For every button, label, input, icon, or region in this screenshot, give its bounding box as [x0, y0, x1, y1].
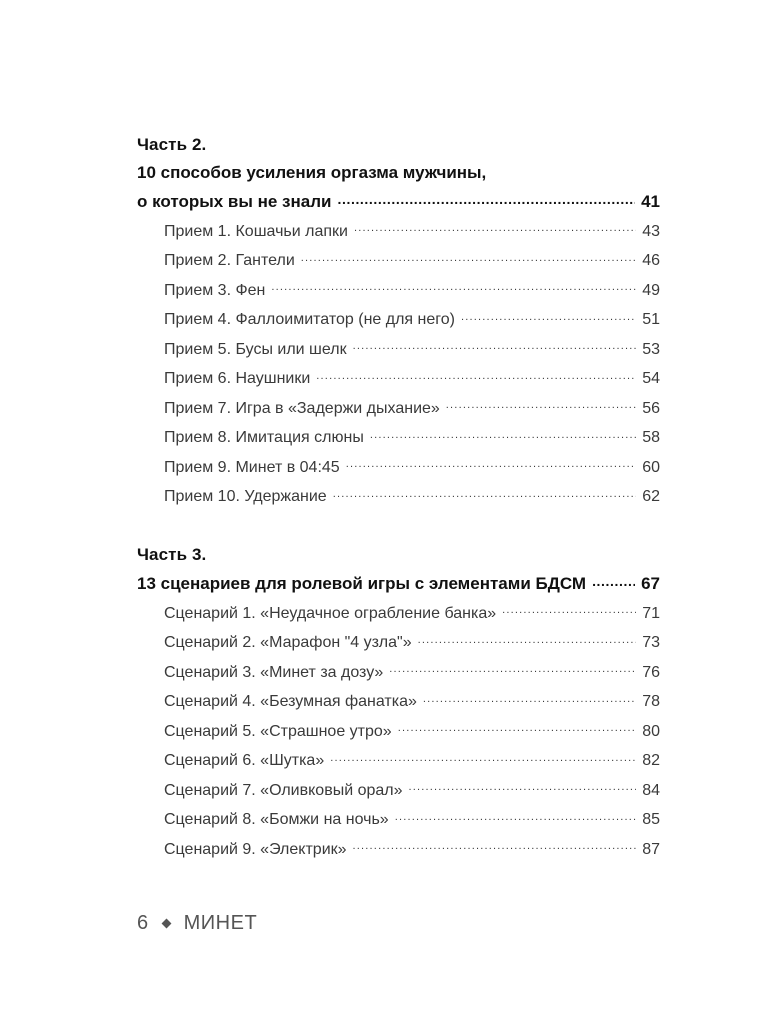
toc-entry-label: Сценарий 3. «Минет за дозу»: [164, 663, 384, 681]
part-2-title-line-2: о которых вы не знали: [137, 192, 332, 211]
page-number: 62: [642, 488, 660, 505]
toc-entry[interactable]: [137, 746, 660, 776]
toc-entry-label: Прием 9. Минет в 04:45: [164, 458, 340, 476]
page-number: 54: [642, 370, 660, 387]
toc-entry[interactable]: [137, 658, 660, 688]
toc-entry[interactable]: [137, 364, 660, 394]
page-number: 58: [642, 429, 660, 446]
page-number: 43: [642, 222, 660, 240]
toc-entry-part-2-title[interactable]: [137, 187, 660, 217]
page-number: 82: [642, 752, 660, 769]
toc-entry-part-3-title[interactable]: [137, 569, 660, 599]
toc-entry[interactable]: [137, 423, 660, 453]
page-number: 73: [642, 634, 660, 651]
page-number: 84: [642, 781, 660, 799]
dot-leader: [446, 397, 636, 413]
toc-entry-label: Прием 1. Кошачьи лапки: [164, 222, 348, 240]
page-number: 67: [641, 574, 660, 593]
toc-entry[interactable]: [137, 335, 660, 365]
toc-entry-label: Прием 2. Гантели: [164, 252, 295, 269]
footer-book-title: МИНЕТ: [183, 912, 258, 934]
toc-entry[interactable]: [137, 835, 660, 865]
dot-leader: [418, 631, 637, 647]
toc-entry[interactable]: [137, 628, 660, 658]
toc-entry-label: Прием 7. Игра в «Задержи дыхание»: [164, 399, 440, 417]
page-number: 87: [642, 840, 660, 858]
page-number: 85: [642, 811, 660, 828]
dot-leader: [502, 602, 636, 618]
footer-page-number: 6: [137, 912, 149, 934]
page-number: 56: [642, 399, 660, 417]
dot-leader: [592, 572, 635, 589]
dot-leader: [389, 661, 636, 677]
dot-leader: [398, 720, 637, 736]
toc-entry[interactable]: [137, 217, 660, 247]
dot-leader: [346, 456, 637, 472]
dot-leader: [330, 749, 636, 765]
part-2-label: Часть 2.: [137, 135, 207, 154]
toc-entry-label: Сценарий 7. «Оливковый орал»: [164, 781, 403, 799]
page-number: 51: [642, 311, 660, 328]
dot-leader: [370, 426, 636, 442]
toc-entry-label: Сценарий 8. «Бомжи на ночь»: [164, 811, 389, 828]
toc-entry[interactable]: [137, 453, 660, 483]
dot-leader: [271, 279, 636, 295]
toc-part-3: [137, 541, 660, 864]
page-number: 80: [642, 722, 660, 740]
toc-entry[interactable]: [137, 482, 660, 512]
toc-entry-label: Прием 8. Имитация слюны: [164, 429, 364, 446]
dot-leader: [333, 485, 637, 501]
toc-entry-label: Прием 5. Бусы или шелк: [164, 340, 347, 358]
dot-leader: [353, 838, 637, 854]
toc-entry-label: Сценарий 4. «Безумная фанатка»: [164, 693, 417, 710]
dot-leader: [395, 808, 637, 824]
dot-leader: [354, 220, 636, 236]
part-3-title: 13 сценариев для ролевой игры с элементами БДСМ: [137, 574, 587, 593]
toc-entry-label: Прием 3. Фен: [164, 281, 266, 299]
page-number: 49: [642, 281, 660, 299]
toc-part-2: [137, 131, 660, 512]
toc-entry[interactable]: [137, 687, 660, 717]
page-number: 53: [642, 340, 660, 358]
toc-entry[interactable]: [137, 394, 660, 424]
page-footer: [137, 912, 257, 935]
page-number: 41: [641, 192, 660, 211]
toc-entry-label: Сценарий 6. «Шутка»: [164, 752, 325, 769]
dot-leader: [461, 308, 636, 324]
page-number: 78: [642, 693, 660, 710]
toc-entry-label: Прием 10. Удержание: [164, 488, 327, 505]
dot-leader: [301, 249, 636, 265]
dot-leader: [337, 190, 635, 207]
toc-entry-label: Прием 6. Наушники: [164, 370, 311, 387]
toc-entry[interactable]: [137, 246, 660, 276]
toc-entry[interactable]: [137, 776, 660, 806]
dot-leader: [353, 338, 637, 354]
toc-entry-label: Сценарий 9. «Электрик»: [164, 840, 347, 858]
toc-entry-label: Прием 4. Фаллоимитатор (не для него): [164, 311, 455, 328]
diamond-separator-icon: [161, 919, 171, 929]
toc-entry-label: Сценарий 2. «Марафон "4 узла"»: [164, 634, 412, 651]
toc-entry-label: Сценарий 5. «Страшное утро»: [164, 722, 392, 740]
dot-leader: [423, 690, 636, 706]
part-3-label: Часть 3.: [137, 545, 207, 564]
toc-entry[interactable]: [137, 599, 660, 629]
page-number: 46: [642, 252, 660, 269]
page-number: 76: [642, 663, 660, 681]
dot-leader: [409, 779, 637, 795]
toc-entry[interactable]: [137, 276, 660, 306]
page-number: 71: [642, 604, 660, 622]
dot-leader: [316, 367, 636, 383]
toc-entry[interactable]: [137, 805, 660, 835]
part-2-title-line-1: 10 способов усиления оргазма мужчины,: [137, 163, 487, 182]
page-number: 60: [642, 458, 660, 476]
toc-entry[interactable]: [137, 717, 660, 747]
toc-entry-label: Сценарий 1. «Неудачное ограбление банка»: [164, 604, 497, 622]
toc-entry[interactable]: [137, 305, 660, 335]
